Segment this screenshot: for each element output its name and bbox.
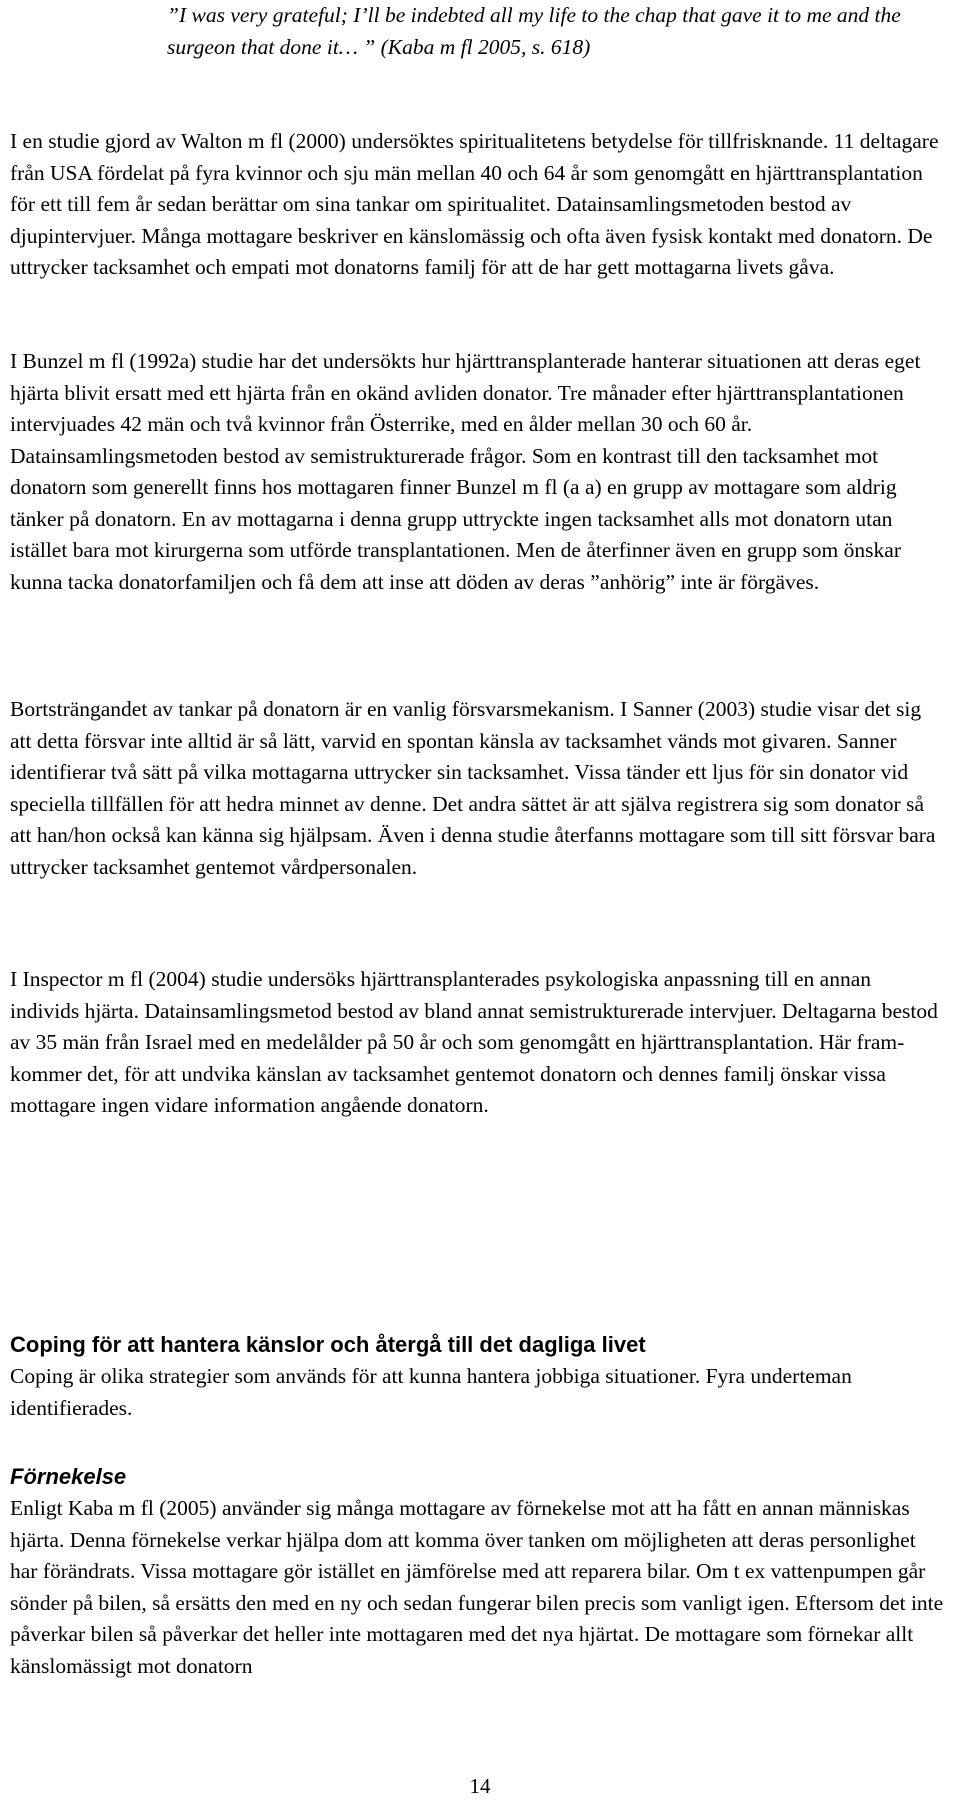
paragraph-inspector: I Inspector m fl (2004) studie undersöks hjärttransplanterades psykologiska anpassning till en annan individs hjärta. Datainsamlingsmetod bestod av bland annat semistrukturerade intervjuer. Deltagarna bestod av 35 män från Israel med en medelålder på 50 år och som genomgått en hjärttransplantation. Här fram-kommer det, för att undvika känslan av tacksamhet gentemot donatorn och dennes familj önskar vissa mottagare ingen vidare information angående donatorn.: [10, 967, 938, 1117]
section-heading-coping: Coping för att hantera känslor och återgå till det dagliga livet: [10, 1332, 646, 1357]
paragraph-walton: I en studie gjord av Walton m fl (2000) undersöktes spiritualitetens betydelse för tillfrisknande. 11 deltagare från USA fördelat på fyra kvinnor och sju män mellan 40 och 64 år som genomgått en hjärttransplantation för ett till fem år sedan berättar om sina tankar om spiritualitet. Datainsamlingsmetoden bestod av djupintervjuer. Många mottagare beskriver en känslomässig och ofta även fysisk kontakt med donatorn. De uttrycker tacksamhet och empati mot donatorns familj för att de har gett mottagarna livets gåva.: [10, 129, 939, 279]
paragraph-sanner: Bortsträngandet av tankar på donatorn är en vanlig försvarsmekanism. I Sanner (2003) studie visar det sig att detta försvar inte alltid är så lätt, varvid en spontan känsla av tacksamhet vänds mot givaren. Sanner identifierar två sätt på vilka mottagarna uttrycker sin tacksamhet. Vissa tänder ett ljus för sin donator vid speciella tillfällen för att hedra minnet av denne. Det andra sättet är att själva registrera sig som donator så att han/hon också kan känna sig hjälpsam. Även i denna studie återfanns mottagare som till sitt försvar bara uttrycker tacksamhet gentemot vårdpersonalen.: [10, 697, 936, 879]
paragraph-fornekelse: Enligt Kaba m fl (2005) använder sig många mottagare av förnekelse mot att ha fått en annan människas hjärta. Denna förnekelse verkar hjälpa dom att komma över tanken om möjligheten att deras personlighet har förändrats. Vissa mottagare gör istället en jämförelse med att reparera bilar. Om t ex vattenpumpen går sönder på bilen, så ersätts den med en ny och sedan fungerar bilen precis som vanligt igen. Eftersom det inte påverkar bilen så påverkar det heller inte mottagaren med det nya hjärtat. De mottagare som förnekar allt känslomässigt mot donatorn: [10, 1496, 944, 1678]
section-intro: Coping är olika strategier som används för att kunna hantera jobbiga situationer. Fyra underteman identifierades.: [10, 1364, 852, 1420]
page-number: 14: [469, 1774, 491, 1798]
block-quote: ”I was very grateful; I’ll be indebted all my life to the chap that gave it to me and the surgeon that done it… ” (Kaba m fl 2005, s. 618): [167, 3, 901, 59]
paragraph-bunzel: I Bunzel m fl (1992a) studie har det undersökts hur hjärttransplanterade hanterar situationen att deras eget hjärta blivit ersatt med ett hjärta från en okänd avliden donator. Tre månader efter hjärttransplantationen intervjuades 42 män och två kvinnor från Österrike, med en ålder mellan 30 och 60 år. Datainsamlingsmetoden bestod av semistrukturerade frågor. Som en kontrast till den tacksamhet mot donatorn som generellt finns hos mottagaren finner Bunzel m fl (a a) en grupp av mottagare som aldrig tänker på donatorn. En av mottagarna i denna grupp uttryckte ingen tacksamhet alls mot donatorn utan istället bara mot kirurgerna som utförde transplantationen. Men de återfinner även en grupp som önskar kunna tacka donatorfamiljen och få dem att inse att döden av deras ”anhörig” inte är förgäves.: [10, 349, 921, 594]
subsection-heading-fornekelse: Förnekelse: [10, 1464, 127, 1489]
